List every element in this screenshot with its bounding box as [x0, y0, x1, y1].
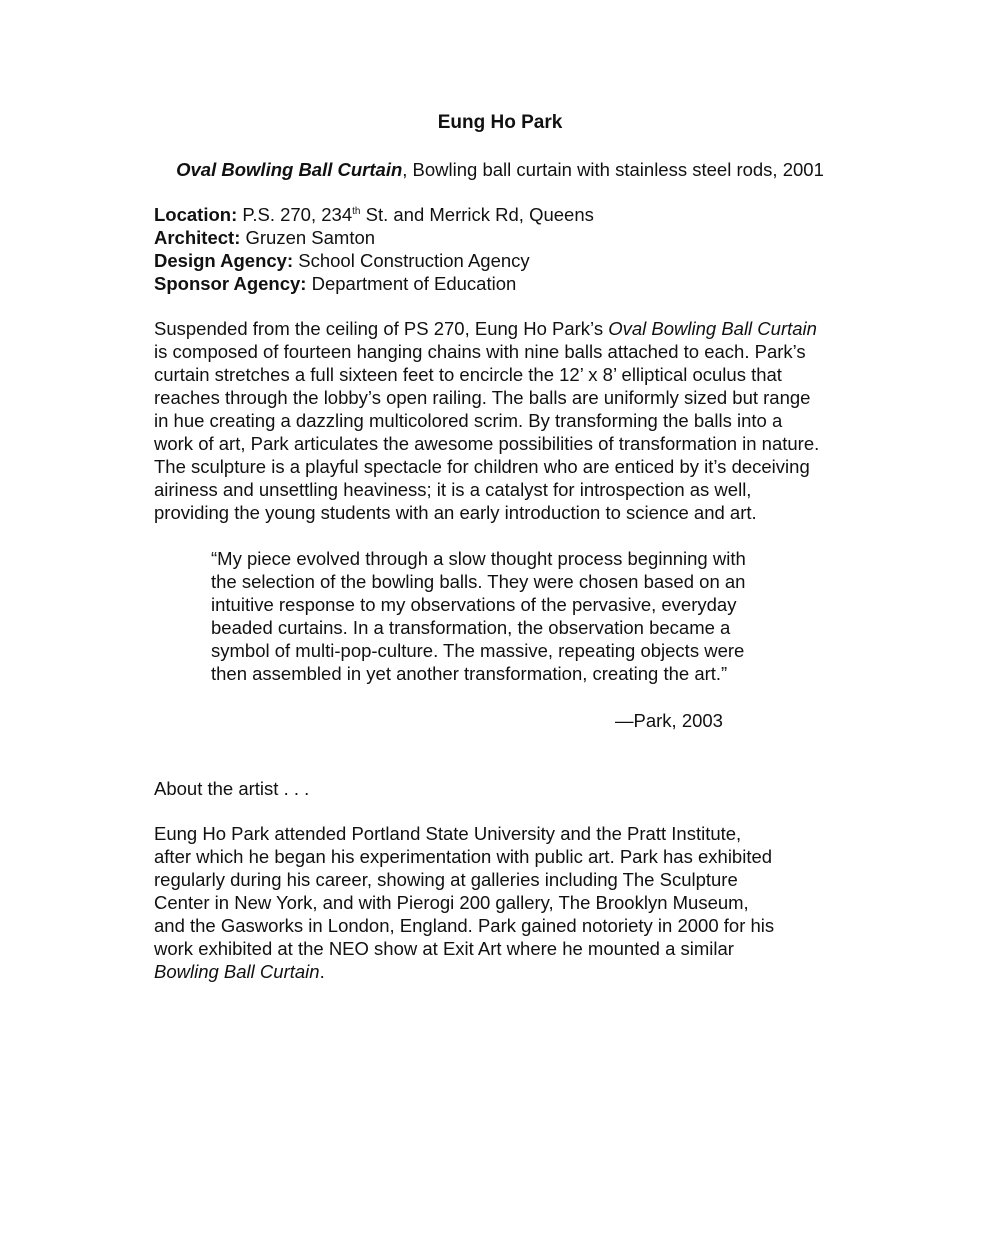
quote-line: then assembled in yet another transformation, creating the art.”: [211, 663, 728, 684]
location-value-post: St. and Merrick Rd, Queens: [360, 204, 594, 225]
about-artist-paragraph: [154, 822, 874, 983]
description-line: in hue creating a dazzling multicolored scrim. By transforming the balls into a: [154, 410, 783, 431]
about-line: and the Gasworks in London, England. Park gained notoriety in 2000 for his: [154, 915, 775, 936]
quote-attribution: —Park, 2003: [615, 710, 723, 731]
description-paragraph: [154, 317, 874, 524]
artist-quote: [211, 547, 831, 685]
description-line: airiness and unsettling heaviness; it is a catalyst for introspection as well,: [154, 479, 752, 500]
quote-line: the selection of the bowling balls. They were chosen based on an: [211, 571, 746, 592]
description-line-text: Suspended from the ceiling of PS 270, Eung Ho Park’s: [154, 318, 609, 339]
location-value-sup: th: [352, 206, 361, 217]
description-line: reaches through the lobby’s open railing. The balls are uniformly sized but range: [154, 387, 811, 408]
location-line: [154, 203, 874, 226]
project-details: [154, 203, 874, 295]
about-line: Eung Ho Park attended Portland State University and the Pratt Institute,: [154, 823, 742, 844]
description-line: is composed of fourteen hanging chains with nine balls attached to each. Park’s: [154, 341, 806, 362]
artist-name-heading: Eung Ho Park: [437, 112, 563, 133]
about-line: work exhibited at the NEO show at Exit Art where he mounted a similar: [154, 938, 734, 959]
location-value-pre: P.S. 270, 234: [237, 204, 353, 225]
about-line: Center in New York, and with Pierogi 200 gallery, The Brooklyn Museum,: [154, 892, 749, 913]
design-agency-line: [154, 249, 874, 272]
location-label: Location:: [154, 204, 238, 225]
architect-value: Gruzen Samton: [240, 227, 376, 248]
artwork-title: Oval Bowling Ball Curtain: [176, 159, 403, 180]
description-line: The sculpture is a playful spectacle for children who are enticed by it’s deceiving: [154, 456, 810, 477]
quote-line: symbol of multi-pop-culture. The massive, repeating objects were: [211, 640, 745, 661]
sponsor-agency-label: Sponsor Agency:: [154, 273, 307, 294]
description-artwork-title: Oval Bowling Ball Curtain: [608, 318, 817, 339]
quote-line: beaded curtains. In a transformation, the observation became a: [211, 617, 731, 638]
about-line: regularly during his career, showing at galleries including The Sculpture: [154, 869, 738, 890]
about-artwork-title: Bowling Ball Curtain: [154, 961, 320, 982]
quote-line: “My piece evolved through a slow thought process beginning with: [211, 548, 746, 569]
about-artist-heading: About the artist . . .: [154, 778, 310, 799]
artwork-description: , Bowling ball curtain with stainless steel rods, 2001: [402, 159, 824, 180]
sponsor-agency-line: [154, 272, 874, 295]
description-line: [154, 317, 874, 340]
design-agency-label: Design Agency:: [154, 250, 294, 271]
artwork-subtitle: [0, 158, 1000, 181]
architect-line: [154, 226, 874, 249]
about-line-end: .: [319, 961, 325, 982]
description-line: providing the young students with an early introduction to science and art.: [154, 502, 757, 523]
description-line: curtain stretches a full sixteen feet to encircle the 12’ x 8’ elliptical oculus that: [154, 364, 782, 385]
architect-label: Architect:: [154, 227, 241, 248]
sponsor-agency-value: Department of Education: [306, 273, 517, 294]
description-line: work of art, Park articulates the awesome possibilities of transformation in nature.: [154, 433, 820, 454]
quote-line: intuitive response to my observations of the pervasive, everyday: [211, 594, 737, 615]
about-line: after which he began his experimentation with public art. Park has exhibited: [154, 846, 773, 867]
design-agency-value: School Construction Agency: [293, 250, 530, 271]
about-line: [154, 960, 874, 983]
